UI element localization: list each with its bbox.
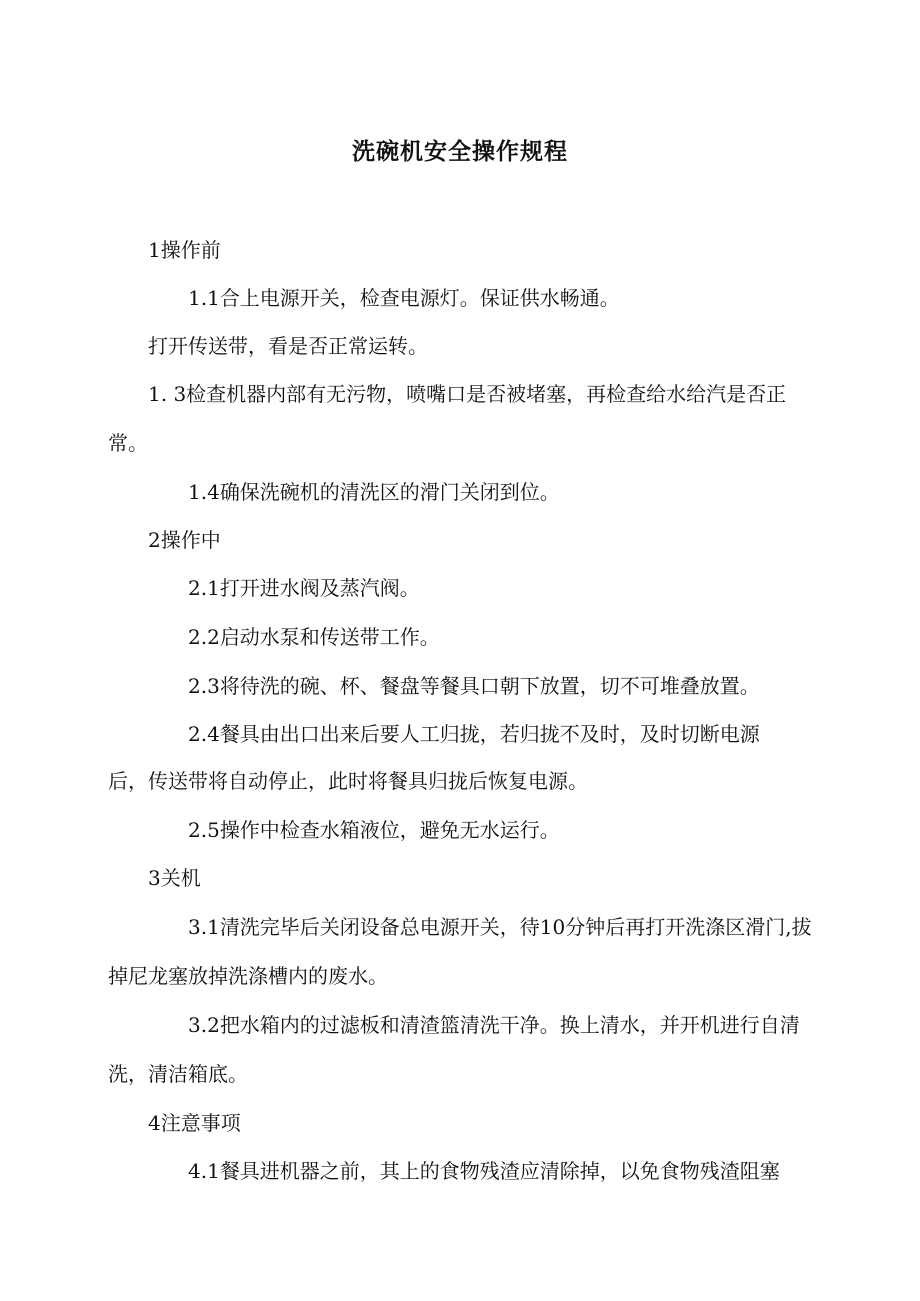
section-heading-2: 2操作中: [148, 528, 221, 552]
section-heading-1: 1操作前: [148, 238, 221, 262]
paragraph-1-2: [108, 322, 820, 371]
paragraph-text: 打开进水阀及蒸汽阀。: [219, 576, 420, 600]
paragraph-4-1: [108, 1147, 820, 1196]
paragraph-text: 餐具进机器之前，其上的食物残渣应清除掉，以免食物残渣阻塞: [219, 1159, 780, 1183]
paragraph-1-1: [108, 274, 820, 323]
paragraph-text: 确保洗碗机的清洗区的滑门关闭到位。: [219, 480, 560, 504]
paragraph-number: 2.1: [188, 576, 220, 600]
paragraph-text: 操作中检查水箱液位，避免无水运行。: [219, 818, 560, 842]
paragraph-text: 检查机器内部有无污物，喷嘴口是否被堵塞，再检查给水给汽是否正常。: [108, 382, 787, 455]
paragraph-text: 启动水泵和传送带工作。: [219, 625, 440, 649]
paragraph-3-2: [108, 1001, 820, 1099]
section-heading-4: 4注意事项: [148, 1111, 241, 1135]
paragraph-number: 1.4: [188, 480, 220, 504]
paragraph-number: 2.4: [188, 722, 220, 746]
paragraph-text: 餐具由出口出来后要人工归拢，若归拢不及时，及时切断电源: [219, 722, 760, 746]
paragraph-2-3: [108, 662, 820, 711]
paragraph-3-1: [108, 903, 820, 1001]
paragraph-number: 3.1: [188, 915, 220, 939]
document-title: 洗碗机安全操作规程: [352, 139, 568, 165]
paragraph-2-1: [108, 564, 820, 613]
paragraph-number: 2.3: [188, 674, 220, 698]
paragraph-text: 清洗完毕后关闭设备总电源开关，待10分钟后再打开洗涤区滑门,拔掉尼龙塞放掉洗涤槽内的废水。: [108, 915, 812, 988]
paragraph-text: 把水箱内的过滤板和清渣篮清洗干净。换上清水，并开机进行自清洗，清洁箱底。: [108, 1013, 800, 1086]
paragraph-number: 1.1: [188, 286, 220, 310]
paragraph-number: 2.5: [188, 818, 220, 842]
paragraph-2-2: [108, 613, 820, 662]
paragraph-number: 2.2: [188, 625, 220, 649]
paragraph-text: 合上电源开关，检查电源灯。保证供水畅通。: [219, 286, 620, 310]
paragraph-number: 4.1: [188, 1159, 220, 1183]
paragraph-text: 打开传送带，看是否正常运转。: [148, 334, 428, 358]
paragraph-number: 1. 3: [148, 382, 187, 406]
paragraph-text: 后，传送带将自动停止，此时将餐具归拢后恢复电源。: [108, 769, 588, 793]
paragraph-2-4-continued: [108, 757, 820, 806]
paragraph-text: 将待洗的碗、杯、餐盘等餐具口朝下放置，切不可堆叠放置。: [219, 674, 760, 698]
paragraph-2-4: [108, 710, 820, 759]
paragraph-1-3: [108, 370, 820, 468]
paragraph-number: 3.2: [188, 1013, 220, 1037]
paragraph-1-4: [108, 468, 820, 517]
section-heading-3: 3关机: [148, 866, 201, 890]
paragraph-2-5: [108, 806, 820, 855]
